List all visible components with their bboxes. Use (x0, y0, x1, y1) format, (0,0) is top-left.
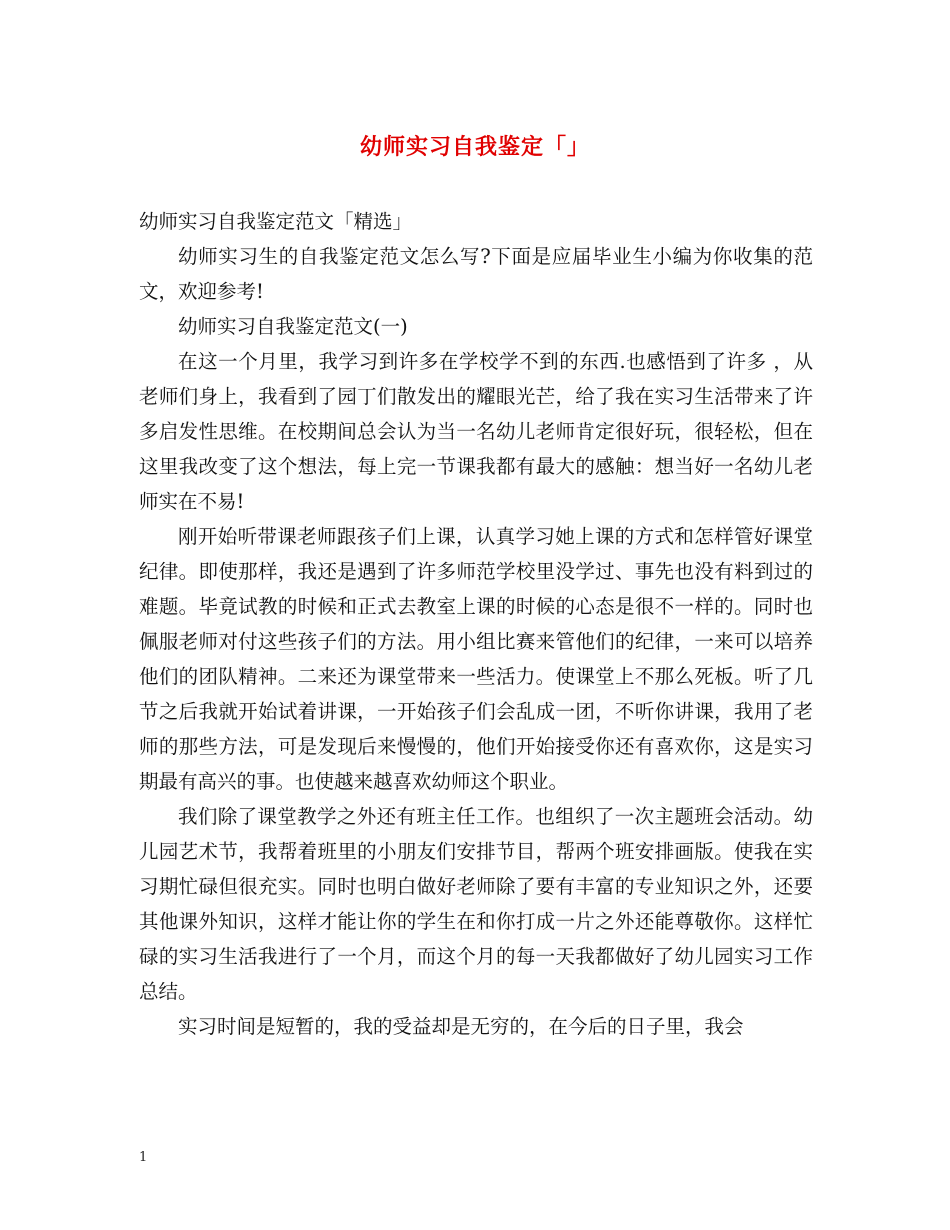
paragraph-2: 刚开始听带课老师跟孩子们上课，认真学习她上课的方式和怎样管好课堂纪律。即使那样，我还是遇到了许多师范学校里没学过、事先也没有料到过的难题。毕竟试教的时候和正式去教室上课的时候的心态是很不一样的。同时也佩服老师对付这些孩子们的方法。用小组比赛来管他们的纪律，一来可以培养他们的团队精神。二来还为课堂带来一些活力。使课堂上不那么死板。听了几节之后我就开始试着讲课，一开始孩子们会乱成一团，不听你讲课，我用了老师的那些方法，可是发现后来慢慢的，他们开始接受你还有喜欢你，这是实习期最有高兴的事。也使越来越喜欢幼师这个职业。 (139, 525, 813, 793)
section-heading: 幼师实习自我鉴定范文「精选」 (139, 210, 413, 233)
paragraph-1: 在这一个月里，我学习到许多在学校学不到的东西.也感悟到了许多 ，从老师们身上，我看到了园丁们散发出的耀眼光芒，给了我在实习生活带来了许多启发性思维。在校期间总会认为当一名幼儿老师肯定很好玩，很轻松，但在这里我改变了这个想法，每上完一节课我都有最大的感触：想当好一名幼儿老师实在不易! (139, 350, 813, 513)
paragraph-subheading: 幼师实习自我鉴定范文(一) (178, 315, 408, 338)
document-title: 幼师实习自我鉴定「」 (359, 134, 590, 160)
page-number: 1 (139, 1150, 148, 1165)
paragraph-3: 我们除了课堂教学之外还有班主任工作。也组织了一次主题班会活动。幼儿园艺术节，我帮着班里的小朋友们安排节目，帮两个班安排画版。使我在实习期忙碌但很充实。同时也明白做好老师除了要有丰富的专业知识之外，还要其他课外知识，这样才能让你的学生在和你打成一片之外还能尊敬你。这样忙碌的实习生活我进行了一个月，而这个月的每一天我都做好了幼儿园实习工作总结。 (139, 805, 813, 1003)
paragraph-4: 实习时间是短暂的，我的受益却是无穷的，在今后的日子里，我会 (178, 1015, 744, 1038)
document-body (139, 204, 813, 1044)
paragraph-intro: 幼师实习生的自我鉴定范文怎么写?下面是应届毕业生小编为你收集的范文，欢迎参考! (139, 245, 813, 303)
